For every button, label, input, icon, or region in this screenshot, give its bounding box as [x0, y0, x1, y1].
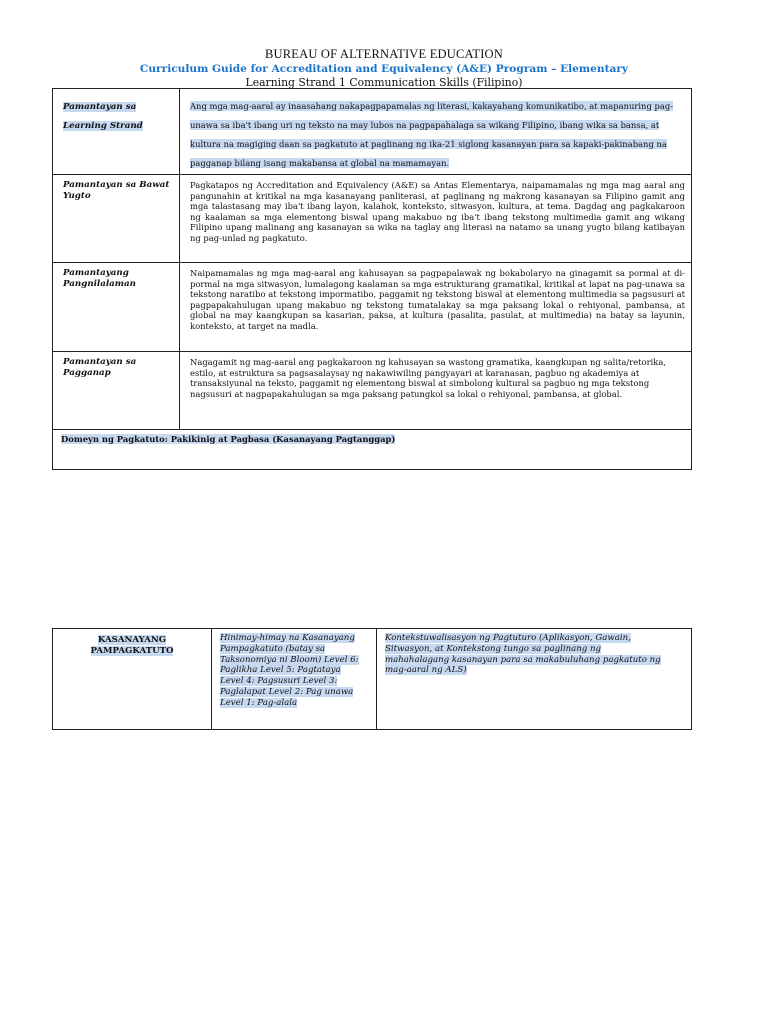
standard-row [53, 175, 692, 263]
standard-label-cell [53, 352, 180, 430]
context-col-cell [377, 629, 692, 730]
document-header [0, 47, 768, 89]
standard-text: Ang mga mag-aaral ay inaasahang nakapagpapamalas ng literasi, kakayahang komunikatibo, at mapanuring pag-unawa sa iba't ibang uri ng teksto na may lubos na pagpapahalaga sa wikang Filipino, ibang wika sa bansa, at kultura na magiging daan sa pagkatuto at paglinang ng ika-21 siglong kasanayan para sa kapaki-pakinabang na pagganap bilang isang makabansa at global na mamamayan. [190, 101, 674, 168]
standard-text: Pagkatapos ng Accreditation and Equivalency (A&E) sa Antas Elementarya, naipamamalas ng mga mag aaral ang pangunahin at kritikal na mga kasanayang panliterasi, at paglinang ng makrong kasanayan sa Filipino gamit ang mga talastasang may iba't ibang layon, kalahok, konteksto, sitwasyon, kultura, at tema. Dagdag ang pagkakaroon ng kaalaman sa mga elementong biswal upang makabuo ng iba't ibang tekstong multimedia gamit ang wikang Filipino upang malinang ang kasanayan sa wika na taglay ang literasi na natamo sa unang yugto bilang katibayan ng pag-unlad ng pagkatuto. [190, 180, 685, 243]
standard-text-cell [180, 89, 692, 175]
standard-label-cell [53, 263, 180, 352]
standard-text-cell [180, 352, 692, 430]
domain-row [53, 430, 692, 470]
standard-row [53, 352, 692, 430]
standard-text: Naipamamalas ng mga mag-aaral ang kahusayan sa pagpapalawak ng bokabolaryo na ginagamit sa pormal at di-pormal na mga sitwasyon, lumalagong kaalaman sa mga estrukturang gramatikal, kritikal at lapat na pag-unawa sa tekstong naratibo at tekstong impormatibo, paggamit ng tekstong biswal at elementong multimedia sa pagsusuri at pagpapakahulugan upang makabuo ng tekstong tumatalakay sa mga paksang lokal o rehiyonal, pambansa, at global na may kaangkupan sa kasarian, paksa, at kultura (pasalita, pasulat, at multimedia) na batay sa layunin, konteksto, at target na madla. [190, 268, 685, 331]
standards-table [52, 88, 692, 470]
standard-row [53, 89, 692, 175]
standard-row [53, 263, 692, 352]
bloom-header: Hinimay-himay na Kasanayang Pampagkatuto (batay sa Taksonomiya ni Bloom) Level 6: Paglikha Level 5: Pagtataya Level 4: Pagsusuri Level 3: Paglalapat Level 2: Pag unawa Level 1: Pag-alala [220, 633, 359, 708]
standard-text-cell [180, 263, 692, 352]
domain-cell [53, 430, 692, 470]
standard-label-cell [53, 175, 180, 263]
competency-header: KASANAYANG PAMPAGKATUTO [90, 635, 174, 656]
context-header: Kontekstuwalisasyon ng Pagtuturo (Aplikasyon, Gawain, Sitwasyon, at Kontekstong tungo sa paglinang ng mahahalagang kasanayan para sa makabuluhang pagkatuto ng mag-aaral ng ALS) [385, 633, 661, 676]
strand-title: Learning Strand 1 Communication Skills (Filipino) [245, 76, 523, 89]
competency-header-row [53, 629, 692, 730]
guide-title: Curriculum Guide for Accreditation and Equivalency (A&E) Program – Elementary [139, 63, 629, 75]
standard-label: Pamantayan sa Pagganap [63, 357, 137, 378]
standard-label: Pamantayang Pangnilalaman [63, 268, 136, 289]
org-title: BUREAU OF ALTERNATIVE EDUCATION [264, 47, 504, 61]
standard-label: Pamantayan sa Bawat Yugto [63, 180, 170, 201]
standard-text: Nagagamit ng mag-aaral ang pagkakaroon ng kahusayan sa wastong gramatika, kaangkupan ng salita/retorika, estilo, at estruktura sa pagsasalaysay ng nakawiwiling pangyayari at karanasan, pagbuo ng akademiya at transaksiyunal na teksto, paggamit ng elementong biswal at simbolong kultural sa pagbuo ng mga tekstong nagsusuri at nagpapakahulugan sa mga paksang patungkol sa lokal o rehiyonal, pambansa, at global. [190, 357, 666, 399]
standard-text-cell [180, 175, 692, 263]
domain-title: Domeyn ng Pagkatuto: Pakikinig at Pagbasa (Kasanayang Pagtanggap) [61, 434, 396, 444]
competency-col-cell [53, 629, 212, 730]
competency-table [52, 628, 692, 730]
bloom-col-cell [212, 629, 377, 730]
standard-label-cell [53, 89, 180, 175]
standard-label: Pamantayan sa Learning Strand [63, 102, 143, 131]
